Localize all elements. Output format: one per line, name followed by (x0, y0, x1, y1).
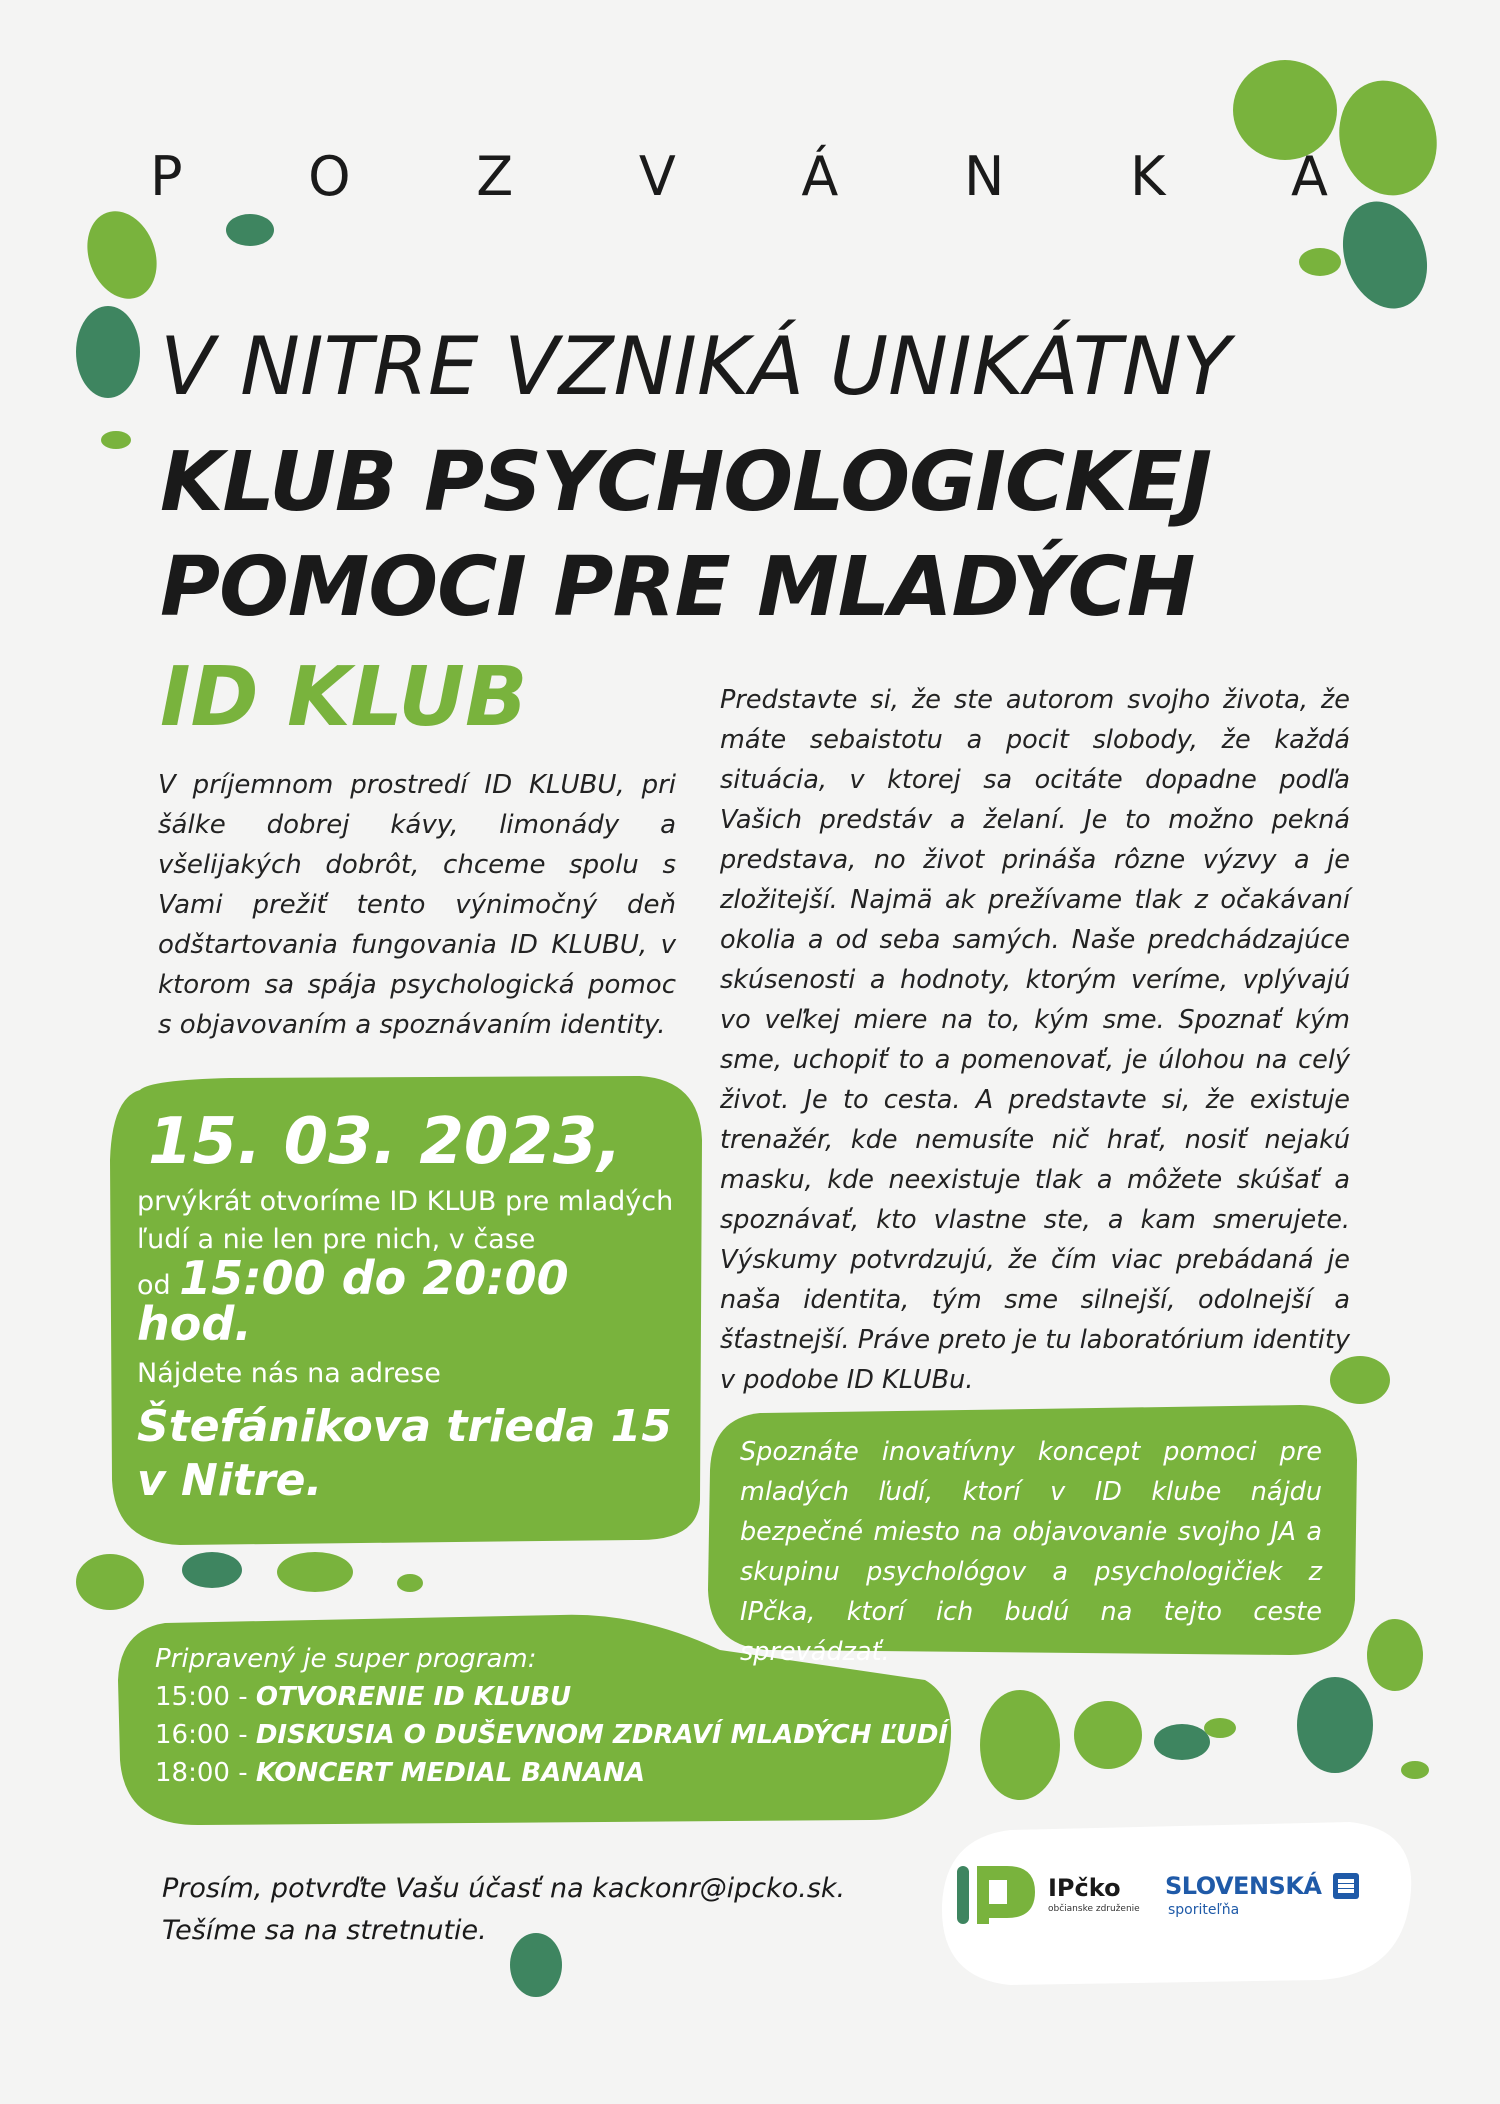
description-paragraph: Predstavte si, že ste autorom svojho života, že máte sebaistotu a pocit slobody, že každá situácia, v ktorej sa ocitáte dopadne podľa Vašich predstáv a želaní. Je to možno pekná predstava, no život prináša rôzne výzvy a je zložitejší. Najmä ak prežívame tlak z očakávaní okolia a od seba samých. Naše predchádzajúce skúsenosti a hodnoty, ktorým veríme, vplývajú vo veľkej miere na to, kým sme. Spoznať kým sme, uchopiť to a pomenovať, je úlohou na celý život. Je to cesta. A predstavte si, že existuje trenažér, kde nemusíte nič hrať, nosiť nejakú masku, kde neexistuje tlak a môžete skúšať a spoznávať, kto vlastne ste, a kam smerujete. Výskumy potvrdzujú, že čím viac prebádaná je naša identita, tým sme silnejší, odolnejší a šťastnejší. Práve preto je tu laboratórium identity v podobe ID KLUBu. (720, 685, 1350, 1395)
title-letter: Á (801, 145, 841, 208)
ipcko-logo-icon (955, 1860, 1041, 1930)
club-name: ID KLUB (160, 650, 528, 745)
ipcko-logo-subtitle: občianske združenie (1048, 1904, 1140, 1914)
concept-paragraph: Spoznáte inovatívny koncept pomoci pre mladých ľudí, ktorí v ID klube nájdu bezpečné miesto na objavovanie svojho JA a skupinu psychológov a psychologičiek z IPčka, ktorí ich budú na tejto ceste sprevádzať. (740, 1437, 1322, 1667)
program-item (155, 1754, 948, 1792)
program-time: 18:00 - (155, 1758, 256, 1788)
program-time: 15:00 - (155, 1682, 256, 1712)
pebble-shape (182, 1552, 242, 1588)
program-list (155, 1640, 948, 1792)
title-letter: K (1129, 145, 1168, 208)
rsvp-line: Prosím, potvrďte Vašu účasť na kackonr@ipcko.sk. (162, 1873, 846, 1904)
invitation-title (150, 145, 1330, 208)
pebble-shape (1297, 1677, 1373, 1773)
pebble-shape (76, 201, 169, 308)
title-letter: Z (476, 145, 516, 208)
rsvp-text (162, 1868, 845, 1952)
title-letter: P (150, 145, 185, 208)
event-info (137, 1183, 697, 1351)
pebble-shape (101, 431, 131, 449)
program-name: KONCERT MEDIAL BANANA (255, 1758, 646, 1788)
bank-logo-subtitle: sporiteľňa (1168, 1902, 1240, 1918)
title-letter: O (308, 145, 353, 208)
event-info-text: prvýkrát otvoríme ID KLUB pre mladých ľudí a nie len pre nich, v čase (137, 1186, 674, 1255)
headline-line-1: V NITRE VZNIKÁ UNIKÁTNY (160, 320, 1231, 413)
time-prefix: od (137, 1270, 171, 1301)
headline-line-3: POMOCI PRE MLADÝCH (160, 540, 1195, 635)
pebble-shape (1074, 1701, 1142, 1769)
pebble-shape (1401, 1761, 1429, 1779)
bank-logo-icon (1333, 1873, 1359, 1899)
pebble-shape (1329, 190, 1442, 321)
event-time: 15:00 do 20:00 hod. (137, 1251, 569, 1351)
program-item (155, 1678, 948, 1716)
program-name: DISKUSIA O DUŠEVNOM ZDRAVÍ MLADÝCH ĽUDÍ (255, 1720, 949, 1750)
program-name: OTVORENIE ID KLUBU (255, 1682, 572, 1712)
pebble-shape (980, 1690, 1060, 1800)
pebble-shape (76, 306, 140, 398)
pebble-shape (1204, 1718, 1236, 1738)
pebble-shape (1367, 1619, 1423, 1691)
pebble-shape (1154, 1724, 1210, 1760)
ipcko-logo-name: IPčko (1048, 1874, 1121, 1902)
title-letter: A (1290, 145, 1330, 208)
rsvp-line: Tešíme sa na stretnutie. (162, 1915, 487, 1946)
intro-paragraph: V príjemnom prostredí ID KLUBU, pri šálke dobrej kávy, limonády a všelijakých dobrôt, chceme spolu s Vami prežiť tento výnimočný deň odštartovania fungovania ID KLUBU, v ktorom sa spája psychologická pomoc s objavovaním a spoznávaním identity. (158, 770, 676, 1040)
address-label: Nájdete nás na adrese (137, 1358, 441, 1389)
title-letter: V (638, 145, 678, 208)
pebble-shape (1327, 70, 1450, 207)
program-item (155, 1716, 948, 1754)
pebble-shape (397, 1574, 423, 1592)
pebble-shape (226, 214, 274, 246)
event-address: Štefánikova trieda 15 v Nitre. (137, 1401, 672, 1506)
title-letter: N (963, 145, 1007, 208)
pebble-shape (1299, 248, 1341, 276)
program-title: Pripravený je super program: (155, 1644, 537, 1674)
bank-logo-name: SLOVENSKÁ (1165, 1872, 1322, 1900)
pebble-shape (277, 1552, 353, 1592)
program-time: 16:00 - (155, 1720, 256, 1750)
event-date: 15. 03. 2023, (148, 1105, 622, 1179)
pebble-shape (76, 1554, 144, 1610)
headline-line-2: KLUB PSYCHOLOGICKEJ (160, 435, 1212, 530)
